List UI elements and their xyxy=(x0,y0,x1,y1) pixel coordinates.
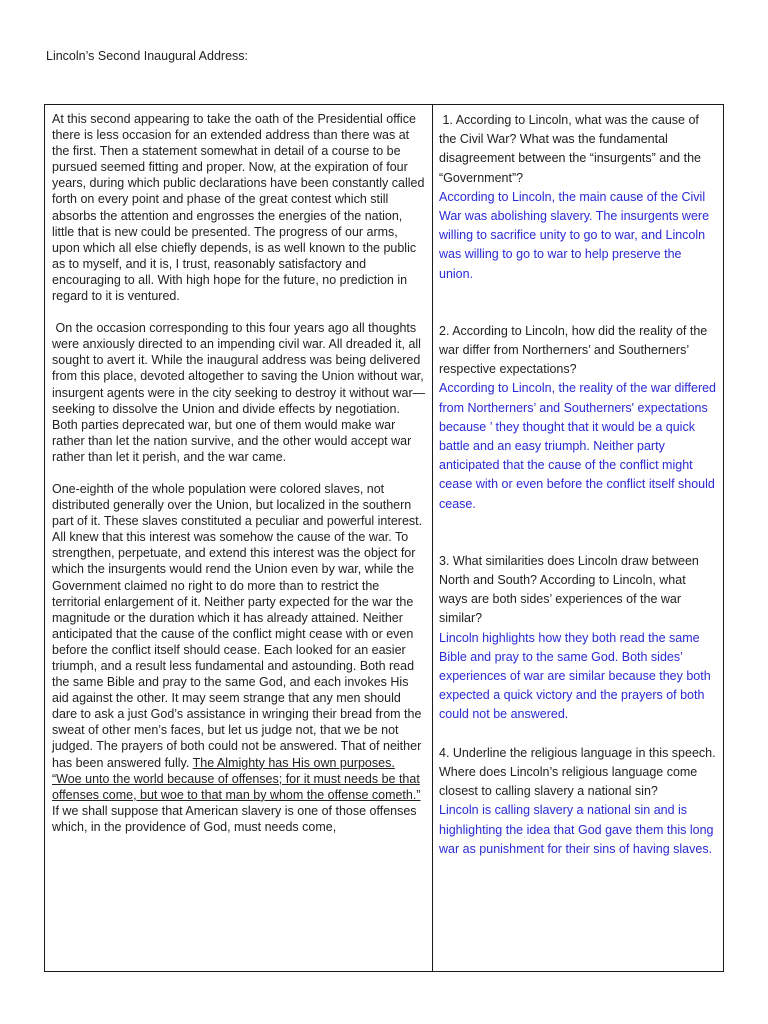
document-title: Lincoln’s Second Inaugural Address: xyxy=(46,49,248,63)
answer-text: According to Lincoln, the main cause of the Civil War was abolishing slavery. The insurgents were willing to sacrifice unity to go to war, and Lincoln was willing to go to war to help preserve the union. xyxy=(439,189,710,281)
answer-text: Lincoln highlights how they both read the same Bible and pray to the same God. Both sides’ experiences of war are similar because they both expected a quick victory and the prayers of both could not be answered. xyxy=(439,630,711,722)
speech-text-column xyxy=(45,105,433,971)
question-block-2 xyxy=(439,322,717,514)
speech-paragraph-3 xyxy=(52,481,426,835)
question-text: 1. According to Lincoln, what was the cause of the Civil War? What was the fundamental disagreement between the “insurgents” and the “Government”? xyxy=(439,113,705,185)
question-block-3 xyxy=(439,552,717,725)
answer-text: Lincoln is calling slavery a national sin and is highlighting the idea that God gave them this long war as punishment for their sins of having slaves. xyxy=(439,803,714,856)
question-block-4 xyxy=(439,744,717,859)
question-text: 4. Underline the religious language in this speech. Where does Lincoln’s religious language come closest to calling slavery a national sin? xyxy=(439,745,716,799)
question-block-1 xyxy=(439,111,717,284)
speech-paragraph-1: At this second appearing to take the oath of the Presidential office there is less occasion for an extended address than there was at the first. Then a statement somewhat in detail of a course to be pursued seemed fitting and proper. Now, at the expiration of four years, during which public declarations have been constantly called forth on every point and phase of the great contest which still absorbs the attention and engrosses the energies of the nation, little that is new could be presented. The progress of our arms, upon which all else chiefly depends, is as well known to the public as to myself, and it is, I trust, reasonably satisfactory and encouraging to all. With high hope for the future, no prediction in regard to it is ventured. xyxy=(52,112,425,304)
question-text: 2. According to Lincoln, how did the reality of the war differ from Northerners’ and Southerners’ respective expectations? xyxy=(439,323,708,377)
speech-paragraph-3-end: If we shall suppose that American slavery is one of those offenses which, in the providence of God, must needs come, xyxy=(52,803,417,834)
questions-column xyxy=(433,105,723,971)
question-text: 3. What similarities does Lincoln draw between North and South? According to Lincoln, what ways are both sides’ experiences of the war similar? xyxy=(439,553,699,626)
answer-text: According to Lincoln, the reality of the war differed from Northerners’ and Southerners' expectations because ’ they thought that it would be a quick battle and an easy triumph. Neither party anticipated that the cause of the conflict might cease with or even before the conflict itself should cease. xyxy=(439,381,717,511)
speech-paragraph-3-start: One-eighth of the whole population were colored slaves, not distributed generally over the Union, but localized in the southern part of it. These slaves constituted a peculiar and powerful interest. All knew that this interest was somehow the cause of the war. To strengthen, perpetuate, and extend this interest was the object for which the insurgents would rend the Union even by war, while the Government claimed no right to do more than to restrict the territorial enlargement of it. Neither party expected for the war the magnitude or the duration which it has already attained. Neither anticipated that the cause of the conflict might cease with or even before the conflict itself should cease. Each looked for an easier triumph, and a result less fundamental and astounding. Both read the same Bible and pray to the same God, and each invokes His aid against the other. It may seem strange that any men should dare to ask a just God’s assistance in wringing their bread from the sweat of other men’s faces, but let us judge not, that we be not judged. The prayers of both could not be answered. That of neither has been answered fully. xyxy=(52,481,423,770)
worksheet-table xyxy=(44,104,724,972)
speech-paragraph-2: On the occasion corresponding to this four years ago all thoughts were anxiously directed to an impending civil war. All dreaded it, all sought to avert it. While the inaugural address was being delivered from this place, devoted altogether to saving the Union without war, insurgent agents were in the city seeking to destroy it without war—seeking to dissolve the Union and divide effects by negotiation. Both parties deprecated war, but one of them would make war rather than let the nation survive, and the other would accept war rather than let it perish, and the war came. xyxy=(52,321,428,464)
underlined-religious-language: The Almighty has His own purposes. “Woe unto the world because of offenses; for it must needs be that offenses come, but woe to that man by whom the offense cometh.” xyxy=(52,755,421,802)
